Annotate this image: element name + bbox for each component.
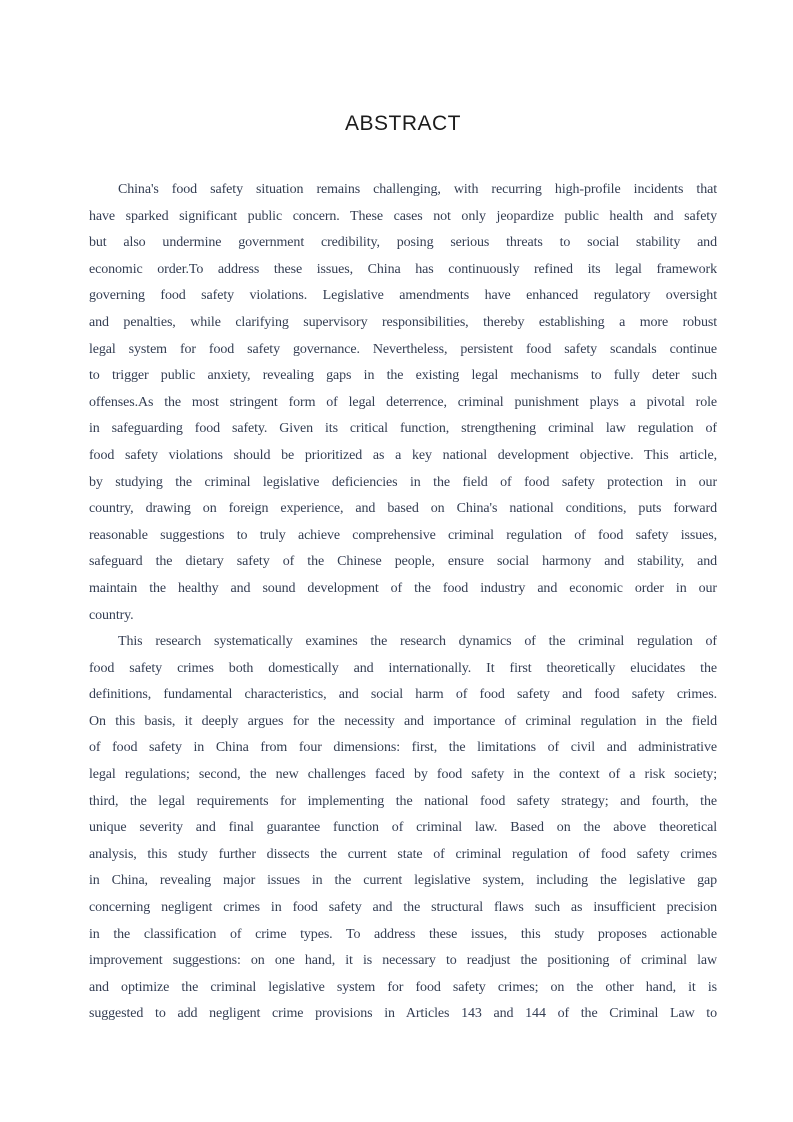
- text-line: This research systematically examines the research dynamics of the criminal regulation of: [118, 634, 717, 650]
- text-line: by studying the criminal legislative deficiencies in the field of food safety protection in our: [89, 474, 717, 490]
- text-line: suggested to add negligent crime provisions in Articles 143 and 144 of the Criminal Law to: [89, 1006, 717, 1022]
- text-line: food safety crimes both domestically and internationally. It first theoretically elucidates the: [89, 660, 717, 676]
- text-line: On this basis, it deeply argues for the necessity and importance of criminal regulation in the field: [89, 713, 717, 729]
- text-line: reasonable suggestions to truly achieve comprehensive criminal regulation of food safety issues,: [89, 527, 717, 543]
- text-line: maintain the healthy and sound development of the food industry and economic order in our: [89, 580, 717, 596]
- text-line: and optimize the criminal legislative system for food safety crimes; on the other hand, it is: [89, 979, 717, 995]
- text-line: food safety violations should be prioritized as a key national development objective. This article,: [89, 447, 717, 463]
- text-line: offenses.As the most stringent form of legal deterrence, criminal punishment plays a pivotal role: [89, 394, 717, 410]
- text-line: have sparked significant public concern. These cases not only jeopardize public health and safety: [89, 208, 717, 224]
- text-line: legal regulations; second, the new challenges faced by food safety in the context of a risk society;: [89, 767, 717, 783]
- paragraph: [89, 629, 717, 1028]
- text-line: in safeguarding food safety. Given its critical function, strengthening criminal law regulation of: [89, 421, 717, 437]
- text-line: improvement suggestions: on one hand, it is necessary to readjust the positioning of criminal law: [89, 953, 717, 969]
- text-line: definitions, fundamental characteristics, and social harm of food safety and food safety crimes.: [89, 687, 717, 703]
- text-line: in the classification of crime types. To address these issues, this study proposes actionable: [89, 926, 717, 942]
- text-line: unique severity and final guarantee function of criminal law. Based on the above theoretical: [89, 820, 717, 836]
- text-line: China's food safety situation remains challenging, with recurring high-profile incidents that: [118, 182, 717, 197]
- paragraph: [89, 177, 717, 629]
- text-line: country, drawing on foreign experience, and based on China's national conditions, puts forward: [89, 501, 717, 517]
- text-line: analysis, this study further dissects the current state of criminal regulation of food safety crimes: [89, 846, 717, 862]
- text-line: but also undermine government credibility, posing serious threats to social stability and: [89, 235, 717, 251]
- text-line: country.: [89, 607, 134, 623]
- text-line: governing food safety violations. Legislative amendments have enhanced regulatory oversight: [89, 288, 717, 304]
- text-line: legal system for food safety governance. Nevertheless, persistent food safety scandals continue: [89, 341, 717, 357]
- abstract-body: [89, 177, 717, 1028]
- text-line: concerning negligent crimes in food safety and the structural flaws such as insufficient precision: [89, 900, 717, 916]
- text-line: third, the legal requirements for implementing the national food safety strategy; and fourth, the: [89, 793, 717, 809]
- text-line: safeguard the dietary safety of the Chinese people, ensure social harmony and stability, and: [89, 554, 717, 570]
- text-line: in China, revealing major issues in the current legislative system, including the legislative gap: [89, 873, 717, 889]
- text-line: and penalties, while clarifying supervisory responsibilities, thereby establishing a more robust: [89, 314, 717, 330]
- text-line: of food safety in China from four dimensions: first, the limitations of civil and administrative: [89, 740, 717, 756]
- page-title: ABSTRACT: [344, 112, 461, 135]
- text-line: economic order.To address these issues, China has continuously refined its legal framework: [89, 261, 717, 277]
- text-line: to trigger public anxiety, revealing gaps in the existing legal mechanisms to fully deter such: [89, 368, 717, 384]
